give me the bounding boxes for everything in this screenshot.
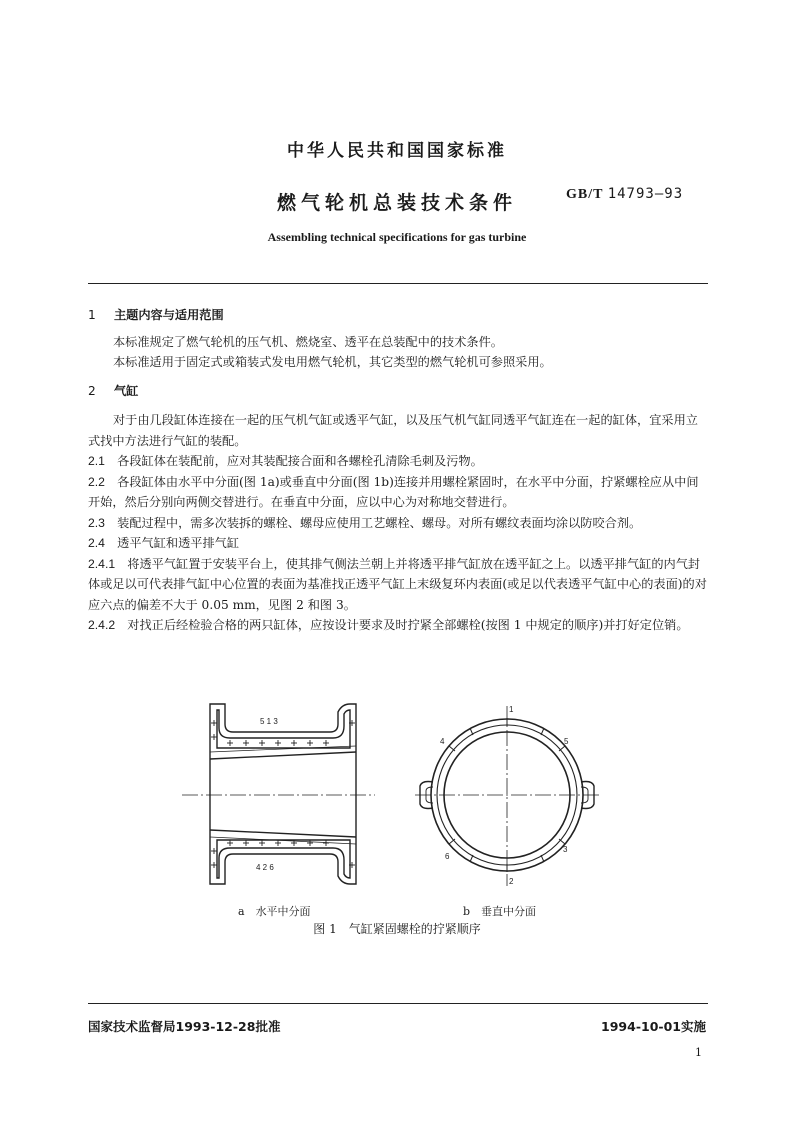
figure-1-title: 图 1 气缸紧固螺栓的拧紧顺序 xyxy=(313,922,481,936)
clause-2-1: 2.1 各段缸体在装配前，应对其装配接合面和各螺栓孔清除毛刺及污物。 xyxy=(88,454,483,468)
standard-number: 14793—93 xyxy=(607,186,684,202)
figure-1a-top-labels: 5 1 3 xyxy=(260,717,278,726)
figure-1b-label-6: 6 xyxy=(445,852,450,861)
footer-divider xyxy=(88,1003,708,1004)
effective-date: 1994-10-01实施 xyxy=(601,1019,706,1034)
section-2-intro: 对于由几段缸体连接在一起的压气机气缸或透平气缸，以及压气机气缸同透平气缸连在一起的缸体，宜采用立式找中方法进行气缸的装配。 xyxy=(88,413,698,448)
clause-2-4-2: 2.4.2 对找正后经检验合格的两只缸体，应按设计要求及时拧紧全部螺栓(按图 1 中规定的顺序)并打好定位销。 xyxy=(88,618,689,632)
figure-1b-caption: b 垂直中分面 xyxy=(463,905,537,918)
figure-1b-label-2: 2 xyxy=(509,877,514,886)
standard-prefix: GB/T xyxy=(566,187,604,202)
figure-1b-ring xyxy=(415,706,602,886)
figure-1b-label-3: 3 xyxy=(563,845,568,854)
figure-1-drawing xyxy=(170,694,610,902)
clause-2-2: 2.2 各段缸体由水平中分面(图 1a)或垂直中分面(图 1b)连接并用螺栓紧固时，在水平中分面，拧紧螺栓应从中间开始，然后分别向两侧交替进行。在垂直中分面，应以中心为对称地交替进行。 xyxy=(88,474,699,509)
english-subtitle: Assembling technical specifications for gas turbine xyxy=(267,230,527,244)
figure-1a-bottom-labels: 4 2 6 xyxy=(256,863,274,872)
figure-1a-bolts xyxy=(211,720,355,868)
figure-1b-label-4: 4 xyxy=(440,737,445,746)
approval-line: 国家技术监督局1993-12-28批准 xyxy=(88,1019,281,1034)
header-divider xyxy=(88,283,708,284)
clause-2-3: 2.3 装配过程中，需多次装拆的螺栓、螺母应使用工艺螺栓、螺母。对所有螺纹表面均涂以防咬合剂。 xyxy=(88,515,642,530)
clause-2-4-1: 2.4.1 将透平气缸置于安装平台上，使其排气侧法兰朝上并将透平排气缸放在透平缸之上。以透平排气缸的内气封体或足以可代表排气缸中心位置的表面为基准找正透平气缸上末级复环内表面(或足以代表透平气缸中心的表面)的对应六点的偏差不大于 0.05 mm，见图 2 和图 3。 xyxy=(88,556,707,612)
section-1-heading: 1 主题内容与适用范围 xyxy=(88,308,224,322)
figure-1b-label-5: 5 xyxy=(564,737,569,746)
figure-1a-caption: a 水平中分面 xyxy=(238,905,311,918)
standard-code xyxy=(566,186,683,203)
clause-2-4: 2.4 透平气缸和透平排气缸 xyxy=(88,536,240,550)
section-1-paragraph-1: 本标准规定了燃气轮机的压气机、燃烧室、透平在总装配中的技术条件。 xyxy=(113,334,503,349)
page-number: 1 xyxy=(695,1046,702,1059)
figure-1a-casing xyxy=(182,704,375,884)
national-standard-heading: 中华人民共和国国家标准 xyxy=(287,141,507,161)
section-2-heading: 2 气缸 xyxy=(88,383,139,398)
figure-1b-label-1: 1 xyxy=(509,705,514,714)
document-title: 燃气轮机总装技术条件 xyxy=(276,192,517,214)
document-body xyxy=(88,305,708,636)
section-1-paragraph-2: 本标准适用于固定式或箱装式发电用燃气轮机，其它类型的燃气轮机可参照采用。 xyxy=(113,355,552,369)
